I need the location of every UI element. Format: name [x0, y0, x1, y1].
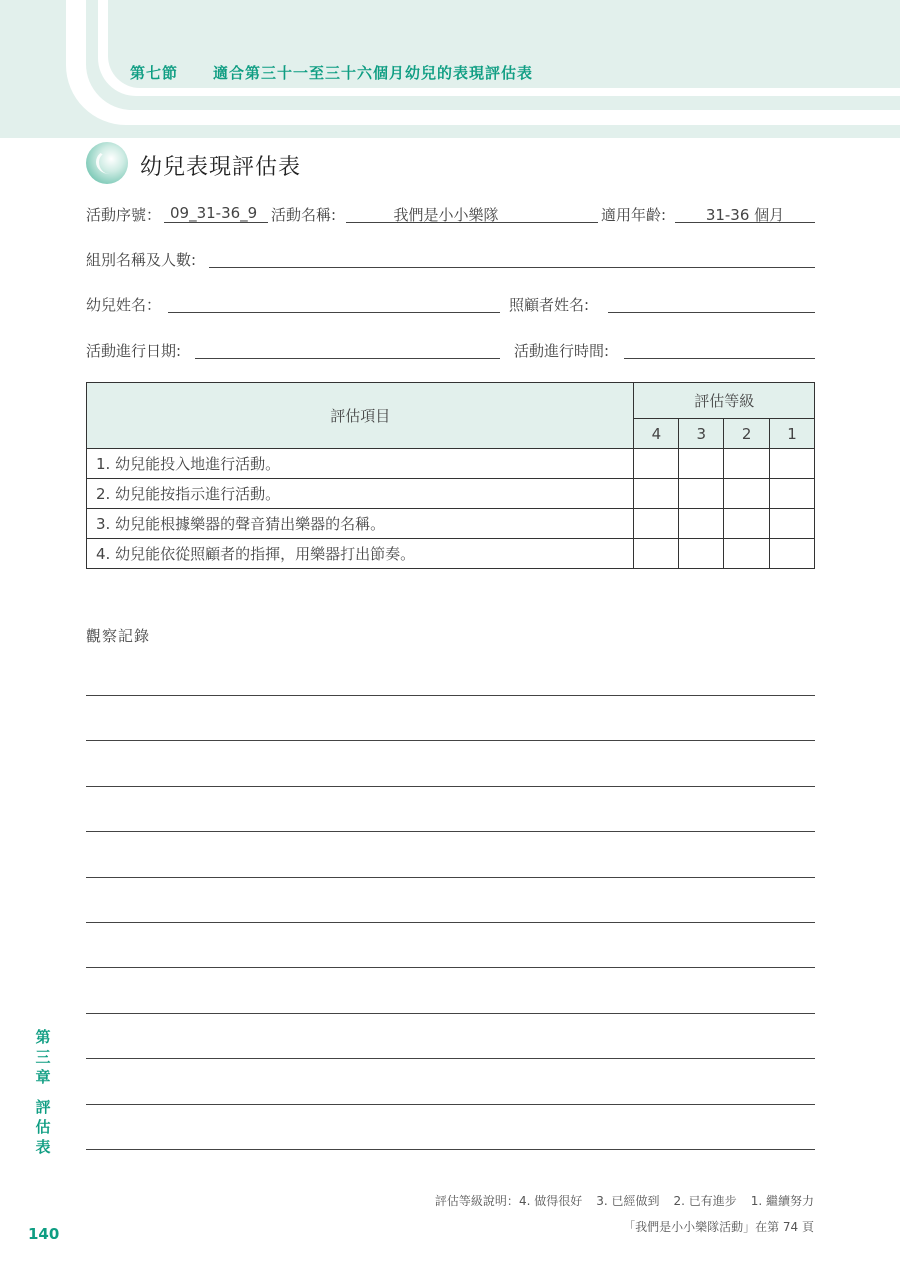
evaluation-table: [86, 382, 815, 569]
sidebar-chapter-text: 第三章: [35, 1028, 51, 1086]
section-label: 第七節: [130, 64, 179, 82]
observation-line[interactable]: [86, 1013, 815, 1014]
rating-cell[interactable]: [724, 509, 770, 539]
rating-cell[interactable]: [770, 449, 815, 479]
observation-line[interactable]: [86, 1058, 815, 1059]
rating-cell[interactable]: [770, 479, 815, 509]
item-text: 4. 幼兒能依從照顧者的指揮，用樂器打出節奏。: [87, 539, 634, 569]
rating-cell[interactable]: [634, 509, 679, 539]
observation-line[interactable]: [86, 786, 815, 787]
level-1-header: 1: [770, 419, 815, 449]
date-label: 活動進行日期:: [86, 342, 182, 360]
time-label: 活動進行時間:: [514, 342, 610, 360]
observation-line[interactable]: [86, 877, 815, 878]
activity-no-underline: [164, 222, 268, 223]
legend-item: 4. 做得很好: [518, 1194, 583, 1208]
rating-cell[interactable]: [770, 539, 815, 569]
caregiver-field[interactable]: [608, 312, 815, 313]
table-row: [87, 509, 815, 539]
age-label: 適用年齡:: [601, 206, 667, 224]
rating-cell[interactable]: [679, 449, 724, 479]
item-header: 評估項目: [87, 383, 634, 449]
legend-label: 評估等級說明：: [434, 1194, 519, 1208]
form-title: 幼兒表現評估表: [140, 155, 302, 180]
sidebar-topic-text: 評估表: [35, 1098, 51, 1156]
activity-name-value[interactable]: 我們是小小樂隊: [393, 206, 499, 224]
observation-line[interactable]: [86, 922, 815, 923]
bubble-shine-icon: [96, 150, 123, 174]
table-row: [87, 539, 815, 569]
level-2-header: 2: [724, 419, 770, 449]
observation-line[interactable]: [86, 967, 815, 968]
rating-cell[interactable]: [679, 539, 724, 569]
observation-line[interactable]: [86, 695, 815, 696]
child-name-label: 幼兒姓名：: [86, 296, 162, 314]
activity-no-value[interactable]: 09_31-36_9: [170, 204, 258, 222]
child-name-field[interactable]: [168, 312, 500, 313]
activity-name-label: 活動名稱:: [271, 206, 337, 224]
item-text: 1. 幼兒能投入地進行活動。: [87, 449, 634, 479]
observation-line[interactable]: [86, 1104, 815, 1105]
rating-cell[interactable]: [724, 449, 770, 479]
item-text: 2. 幼兒能按指示進行活動。: [87, 479, 634, 509]
time-field[interactable]: [624, 358, 815, 359]
rating-cell[interactable]: [724, 479, 770, 509]
observation-line[interactable]: [86, 1149, 815, 1150]
level-header: 評估等級: [634, 383, 815, 419]
date-field[interactable]: [195, 358, 500, 359]
legend-item: 2. 已有進步: [673, 1194, 737, 1208]
page-reference: 「我們是小小樂隊活動」在第 74 頁: [623, 1220, 814, 1234]
rating-cell[interactable]: [634, 539, 679, 569]
caregiver-label: 照顧者姓名:: [509, 296, 590, 314]
page-number: 140: [28, 1225, 60, 1243]
age-value[interactable]: 31-36 個月: [705, 206, 785, 224]
rating-cell[interactable]: [634, 449, 679, 479]
item-text: 3. 幼兒能根據樂器的聲音猜出樂器的名稱。: [87, 509, 634, 539]
sidebar-chapter: [33, 1027, 53, 1087]
section-title: 適合第三十一至三十六個月幼兒的表現評估表: [213, 64, 534, 82]
rating-cell[interactable]: [634, 479, 679, 509]
level-4-header: 4: [634, 419, 679, 449]
level-3-header: 3: [679, 419, 724, 449]
legend-item: 3. 已經做到: [596, 1194, 660, 1208]
table-row: [87, 479, 815, 509]
legend: [435, 1192, 814, 1209]
rating-cell[interactable]: [679, 509, 724, 539]
observation-line[interactable]: [86, 831, 815, 832]
group-label: 組別名稱及人數:: [86, 251, 197, 269]
rating-cell[interactable]: [770, 509, 815, 539]
rating-cell[interactable]: [724, 539, 770, 569]
legend-item: 1. 繼續努力: [750, 1194, 814, 1208]
rating-cell[interactable]: [679, 479, 724, 509]
observation-line[interactable]: [86, 740, 815, 741]
observation-label: 觀察記錄: [86, 627, 151, 645]
sidebar-topic: [33, 1097, 53, 1157]
table-row: [87, 449, 815, 479]
activity-no-label: 活動序號：: [86, 206, 162, 224]
group-field[interactable]: [209, 267, 815, 268]
